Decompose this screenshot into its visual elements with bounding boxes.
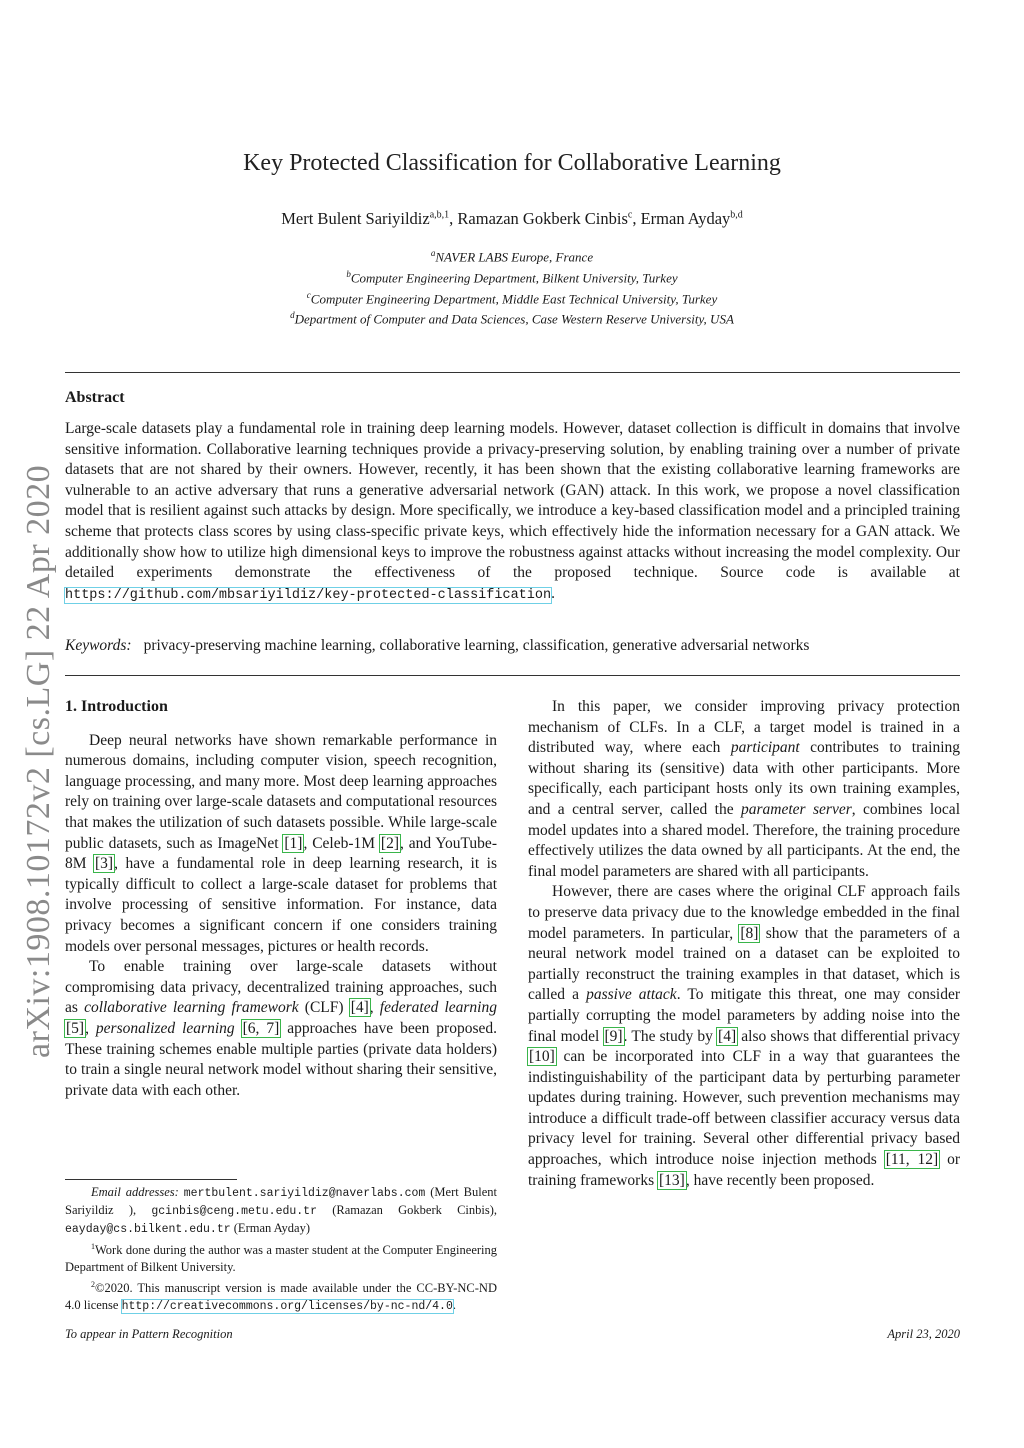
source-code-link[interactable]: https://github.com/mbsariyildiz/key-protected-classification — [65, 587, 552, 603]
affiliation: $^d$Department of Computer and Data Sciences, Case Western Reserve University, USA — [290, 310, 734, 327]
citation-link[interactable]: [3] — [95, 855, 114, 873]
citation-link[interactable]: [13] — [659, 1171, 685, 1189]
email-link[interactable]: eayday@cs.bilkent.edu.tr — [65, 1223, 231, 1236]
venue-note: To appear in Pattern Recognition — [65, 1327, 233, 1341]
paragraph: Deep neural networks have shown remarkable performance in numerous domains, including computer vision, speech recognition, language processing, and many more. Most deep learning approaches rely on training over large-scale datasets and computational resources that makes the utilization of such datasets possible. While large-scale public datasets, such as ImageNet [1], Celeb-1M [2], and YouTube-8M [3], have a fundamental role in deep learning research, it is typically difficult to collect a large-scale dataset for problems that involve processing of sensitive information. For instance, data privacy becomes a significant concern if one considers training models over personal messages, pictures or health records. — [65, 731, 497, 955]
affiliation: $^c$Computer Engineering Department, Middle East Technical University, Turkey — [306, 289, 718, 306]
footnote-1: $^1$Work done during the author was a master student at the Computer Engineering Department of Bilkent University. — [65, 1242, 497, 1275]
right-column — [528, 697, 960, 1191]
page-date: April 23, 2020 — [887, 1327, 960, 1341]
citation-link[interactable]: [8] — [740, 924, 759, 942]
author-name: Ramazan Gokberk Cinbis — [457, 209, 628, 228]
citation-link[interactable]: [10] — [529, 1048, 555, 1066]
bottom-rule — [65, 675, 960, 676]
citation-link[interactable]: [4] — [718, 1027, 737, 1045]
arxiv-stamp: arXiv:1908.10172v2 [cs.LG] 22 Apr 2020 — [20, 464, 57, 1058]
left-column — [65, 697, 497, 1101]
affiliation: $^b$Computer Engineering Department, Bilkent University, Turkey — [346, 268, 678, 286]
citation-link[interactable]: [2] — [380, 834, 399, 852]
abstract-body: Large-scale datasets play a fundamental role in training deep learning models. However, dataset collection is difficult in domains that involve sensitive information. Collaborative learning techniques provide a privacy-preserving solution, by enabling training over a number of private datasets that are not shared by their owners. However, recently, it has been shown that the existing collaborative learning frameworks are vulnerable to an active adversary that runs a generative adversarial network (GAN) attack. In this work, we propose a novel classification model that is resilient against such attacks by design. More specifically, we introduce a key-based classification model and a principled training scheme that protects class scores by using class-specific private keys, which effectively hide the information necessary for a GAN attack. We additionally show how to utilize high dimensional keys to improve the robustness against attacks without increasing the model complexity. Our detailed experiments demonstrate the effectiveness of the proposed technique. Source code is available at https://github.com/mbsariyildiz/key-protected-classification. — [65, 420, 960, 603]
paragraph: However, there are cases where the original CLF approach fails to preserve data privacy due to the knowledge embedded in the final model parameters. In particular, [8] show that the parameters of a neural network model trained on a dataset can be exploited to partially reconstruct the training examples in that dataset, which is called a passive attack. To mitigate this threat, one may consider partially corrupting the model parameters by adding noise into the final model [9]. The study by [4] also shows that differential privacy [10] can be incorporated into CLF in a way that guarantees the indistinguishability of the participant data by perturbing parameter updates during training. However, such prevention mechanisms may introduce a difficult trade-off between classifier accuracy versus data privacy level for training. Several other differential privacy based approaches, which introduce noise injection methods [11, 12] or training frameworks [13], have recently been proposed. — [528, 883, 961, 1189]
affiliation: $^a$NAVER LABS Europe, France — [430, 248, 594, 265]
keywords — [65, 637, 960, 655]
author-affil-mark: c — [627, 209, 633, 221]
author-name: Mert Bulent Sariyildiz — [281, 209, 430, 228]
top-rule — [65, 372, 960, 373]
citation-link[interactable]: [5] — [66, 1019, 85, 1037]
paper-title: Key Protected Classification for Collaborative Learning — [243, 150, 781, 176]
footnote-emails: Email addresses: mertbulent.sariyildiz@naverlabs.com (Mert Bulent Sariyildiz ), gcinbis@ceng.metu.edu.tr (Ramazan Gokberk Cinbis), eayday@cs.bilkent.edu.tr (Erman Ayday) — [65, 1185, 498, 1236]
footnotes — [65, 1184, 497, 1315]
citation-link[interactable]: [9] — [604, 1027, 623, 1045]
citation-link[interactable]: [1] — [284, 834, 303, 852]
citation-link[interactable]: [4] — [350, 999, 369, 1017]
citation-link[interactable]: [6, 7] — [242, 1019, 280, 1037]
email-link[interactable]: gcinbis@ceng.metu.edu.tr — [151, 1205, 317, 1218]
paragraph: In this paper, we consider improving privacy protection mechanism of CLFs. In a CLF, a target model is trained in a distributed way, where each participant contributes to training without sharing its (sensitive) data with other participants. More specifically, each participant hosts only its own training examples, and a central server, called the parameter server, combines local model updates into a shared model. Therefore, the training procedure effectively utilizes the data owned by all participants. At the end, the final model parameters are shared with all participants. — [528, 698, 961, 880]
license-link[interactable]: http://creativecommons.org/licenses/by-nc-nd/4.0 — [121, 1300, 453, 1314]
email-link[interactable]: mertbulent.sariyildiz@naverlabs.com — [183, 1187, 426, 1200]
author-name: Erman Ayday — [640, 209, 731, 228]
footnote-2: $^2$©2020. This manuscript version is made available under the CC-BY-NC-ND 4.0 license http://creativecommons.org/licenses/by-nc-nd/4.0. — [65, 1280, 497, 1314]
citation-link[interactable]: [11, 12] — [885, 1151, 939, 1169]
affiliations — [0, 245, 1024, 328]
abstract-heading: Abstract — [65, 389, 125, 406]
section-heading-introduction: 1. Introduction — [65, 698, 168, 715]
author-list: Mert Bulent Sariyildiz$^{a,b,1}$, Ramazan Gokberk Cinbis$^c$, Erman Ayday$^{b,d}$ — [281, 209, 743, 228]
paragraph: To enable training over large-scale datasets without compromising data privacy, decentralized training approaches, such as collaborative learning framework (CLF) [4], federated learning [5], personalized learning [6, 7] approaches have been proposed. These training schemes enable multiple parties (private data holders) to train a single neural network model without sharing their sensitive, private data with each other. — [65, 958, 498, 1099]
author-affil-mark: b,d — [730, 209, 743, 221]
keywords-text: privacy-preserving machine learning, collaborative learning, classification, generative adversarial networks — [143, 637, 810, 654]
author-affil-mark: a,b,1 — [429, 209, 450, 221]
keywords-label: Keywords: — [65, 637, 132, 654]
footnote-rule — [65, 1179, 237, 1180]
